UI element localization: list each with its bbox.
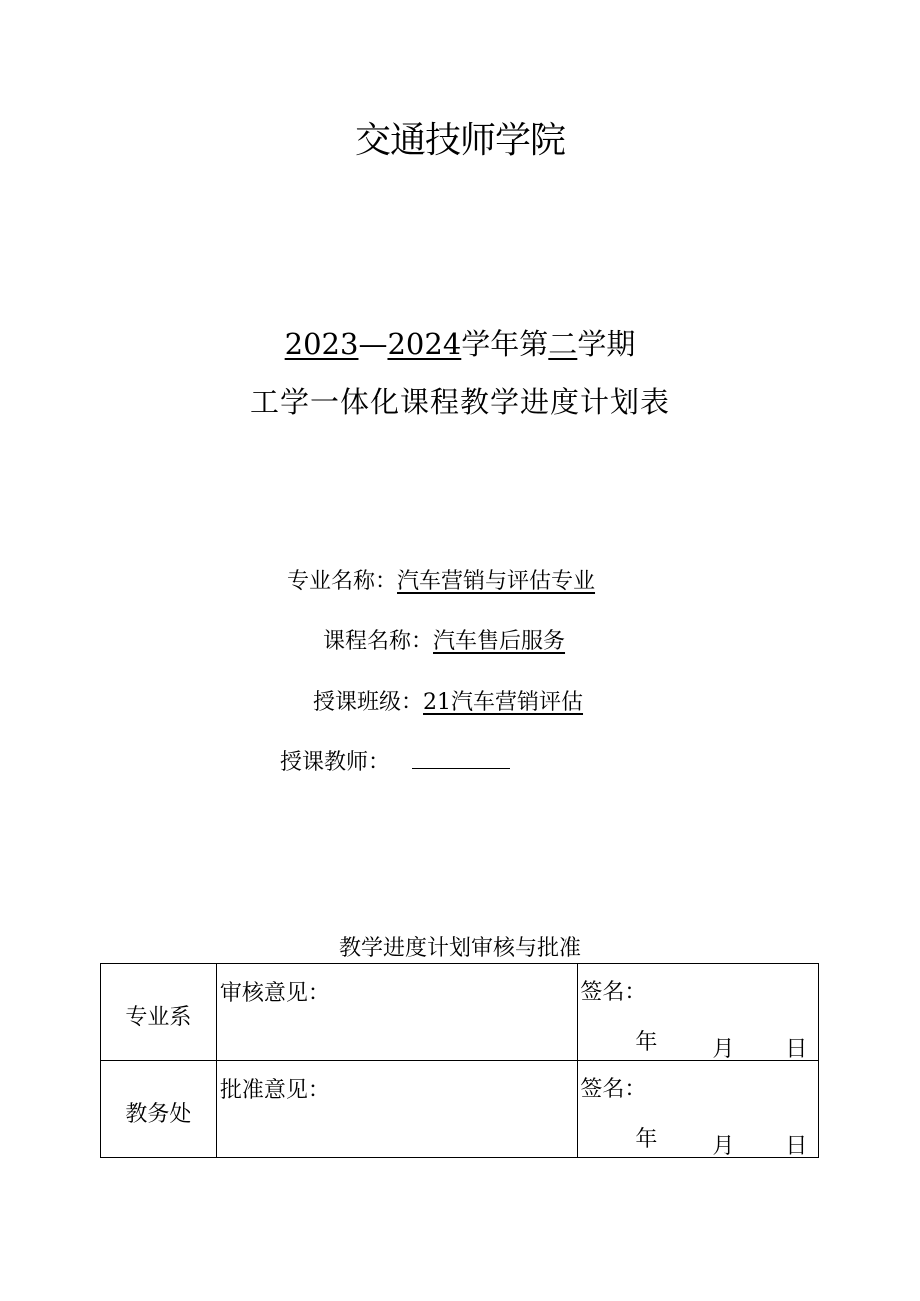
- opinion-label: 批准意见：: [219, 1078, 330, 1103]
- dept-cell: [101, 964, 217, 1061]
- table-row: [101, 1061, 819, 1158]
- term-dash: —: [358, 327, 388, 361]
- teacher-line: [280, 745, 510, 776]
- month-label: 月: [712, 1134, 735, 1159]
- course-line: [323, 624, 565, 655]
- approval-table: [100, 963, 819, 1158]
- day-label: 日: [785, 1134, 808, 1159]
- major-label: 专业名称：: [287, 569, 398, 594]
- opinion-cell[interactable]: [216, 1061, 577, 1158]
- sign-cell[interactable]: [578, 964, 819, 1061]
- day-label: 日: [785, 1037, 808, 1062]
- term-mid: 学年第: [461, 327, 549, 361]
- month-label: 月: [712, 1037, 735, 1062]
- sign-label: 签名：: [580, 980, 647, 1005]
- teacher-blank-field[interactable]: [412, 746, 510, 769]
- sign-cell[interactable]: [578, 1061, 819, 1158]
- teacher-label: 授课教师：: [280, 750, 391, 775]
- year-label: 年: [635, 1030, 658, 1055]
- course-label: 课程名称：: [323, 629, 434, 654]
- term-heading: [0, 322, 920, 363]
- sign-label: 签名：: [580, 1077, 647, 1102]
- table-row: [101, 964, 819, 1061]
- class-label: 授课班级：: [313, 690, 424, 715]
- dept-cell: [101, 1061, 217, 1158]
- approval-title: 教学进度计划审核与批准: [338, 936, 581, 961]
- term-start-year: 2023: [284, 327, 359, 361]
- dept-label: 教务处: [125, 1102, 192, 1127]
- opinion-cell[interactable]: [216, 964, 577, 1061]
- term-end-year: 2024: [387, 327, 462, 361]
- major-value: 汽车营销与评估专业: [397, 569, 596, 594]
- plan-title: 工学一体化课程教学进度计划表: [249, 385, 670, 419]
- term-suffix: 学期: [577, 327, 636, 361]
- term-semester: 二: [548, 327, 578, 361]
- class-line: [313, 685, 583, 716]
- course-value: 汽车售后服务: [433, 629, 566, 654]
- opinion-label: 审核意见：: [219, 981, 330, 1006]
- class-value: 21汽车营销评估: [423, 690, 584, 715]
- school-name: 交通技师学院: [354, 120, 565, 161]
- dept-label: 专业系: [125, 1005, 192, 1030]
- major-line: [287, 564, 595, 595]
- year-label: 年: [635, 1127, 658, 1152]
